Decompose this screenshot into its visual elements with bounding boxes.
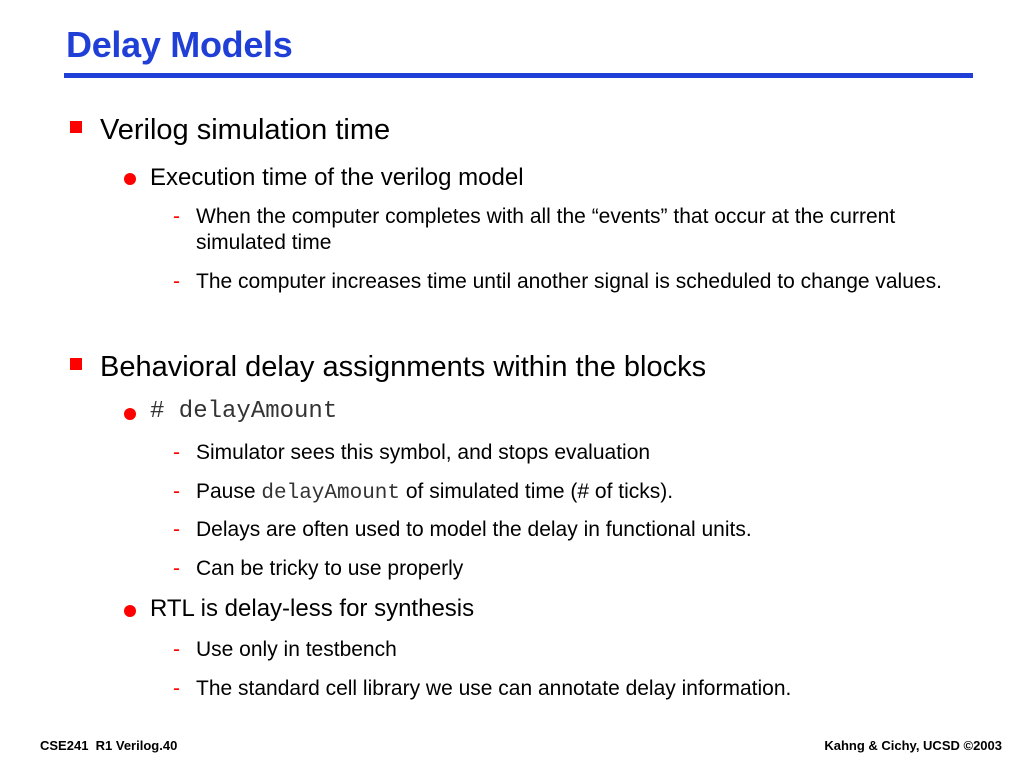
bullet-level3: The standard cell library we use can annotate delay information. xyxy=(196,677,792,700)
bullet-level3: Use only in testbench xyxy=(196,638,397,661)
text-segment: of simulated time (# of ticks). xyxy=(400,480,674,503)
dash-bullet-icon: - xyxy=(173,557,180,580)
bullet-level1: Verilog simulation time xyxy=(100,114,391,146)
square-bullet-icon xyxy=(70,358,82,370)
round-bullet-icon xyxy=(124,173,136,185)
bullet-level3: Can be tricky to use properly xyxy=(196,557,464,580)
bullet-level2: Execution time of the verilog model xyxy=(150,164,524,191)
dash-bullet-icon: - xyxy=(173,270,180,293)
dash-bullet-icon: - xyxy=(173,441,180,464)
dash-bullet-icon: - xyxy=(173,677,180,700)
round-bullet-icon xyxy=(124,408,136,420)
bullet-level1: Behavioral delay assignments within the blocks xyxy=(100,351,707,383)
round-bullet-icon xyxy=(124,605,136,617)
bullet-level3 xyxy=(196,479,976,507)
inline-code: delayAmount xyxy=(261,482,401,505)
title-rule xyxy=(64,73,973,78)
square-bullet-icon xyxy=(70,121,82,133)
bullet-level3: Delays are often used to model the delay in functional units. xyxy=(196,518,752,541)
dash-bullet-icon: - xyxy=(173,480,180,503)
text-segment: Pause xyxy=(196,480,262,503)
bullet-level3: When the computer completes with all the “events” that occur at the current simulated time xyxy=(196,205,896,254)
bullet-level3: Simulator sees this symbol, and stops evaluation xyxy=(196,441,651,464)
footer-credit: Kahng & Cichy, UCSD ©2003 xyxy=(824,738,1002,753)
bullet-level3: The computer increases time until another signal is scheduled to change values. xyxy=(196,270,942,293)
bullet-level2: RTL is delay-less for synthesis xyxy=(150,595,475,622)
dash-bullet-icon: - xyxy=(173,205,180,228)
slide-title: Delay Models xyxy=(66,24,293,65)
bullet-level2-code: # delayAmount xyxy=(150,398,338,425)
footer-course: CSE241 R1 Verilog.40 xyxy=(40,738,178,753)
dash-bullet-icon: - xyxy=(173,638,180,661)
dash-bullet-icon: - xyxy=(173,518,180,541)
